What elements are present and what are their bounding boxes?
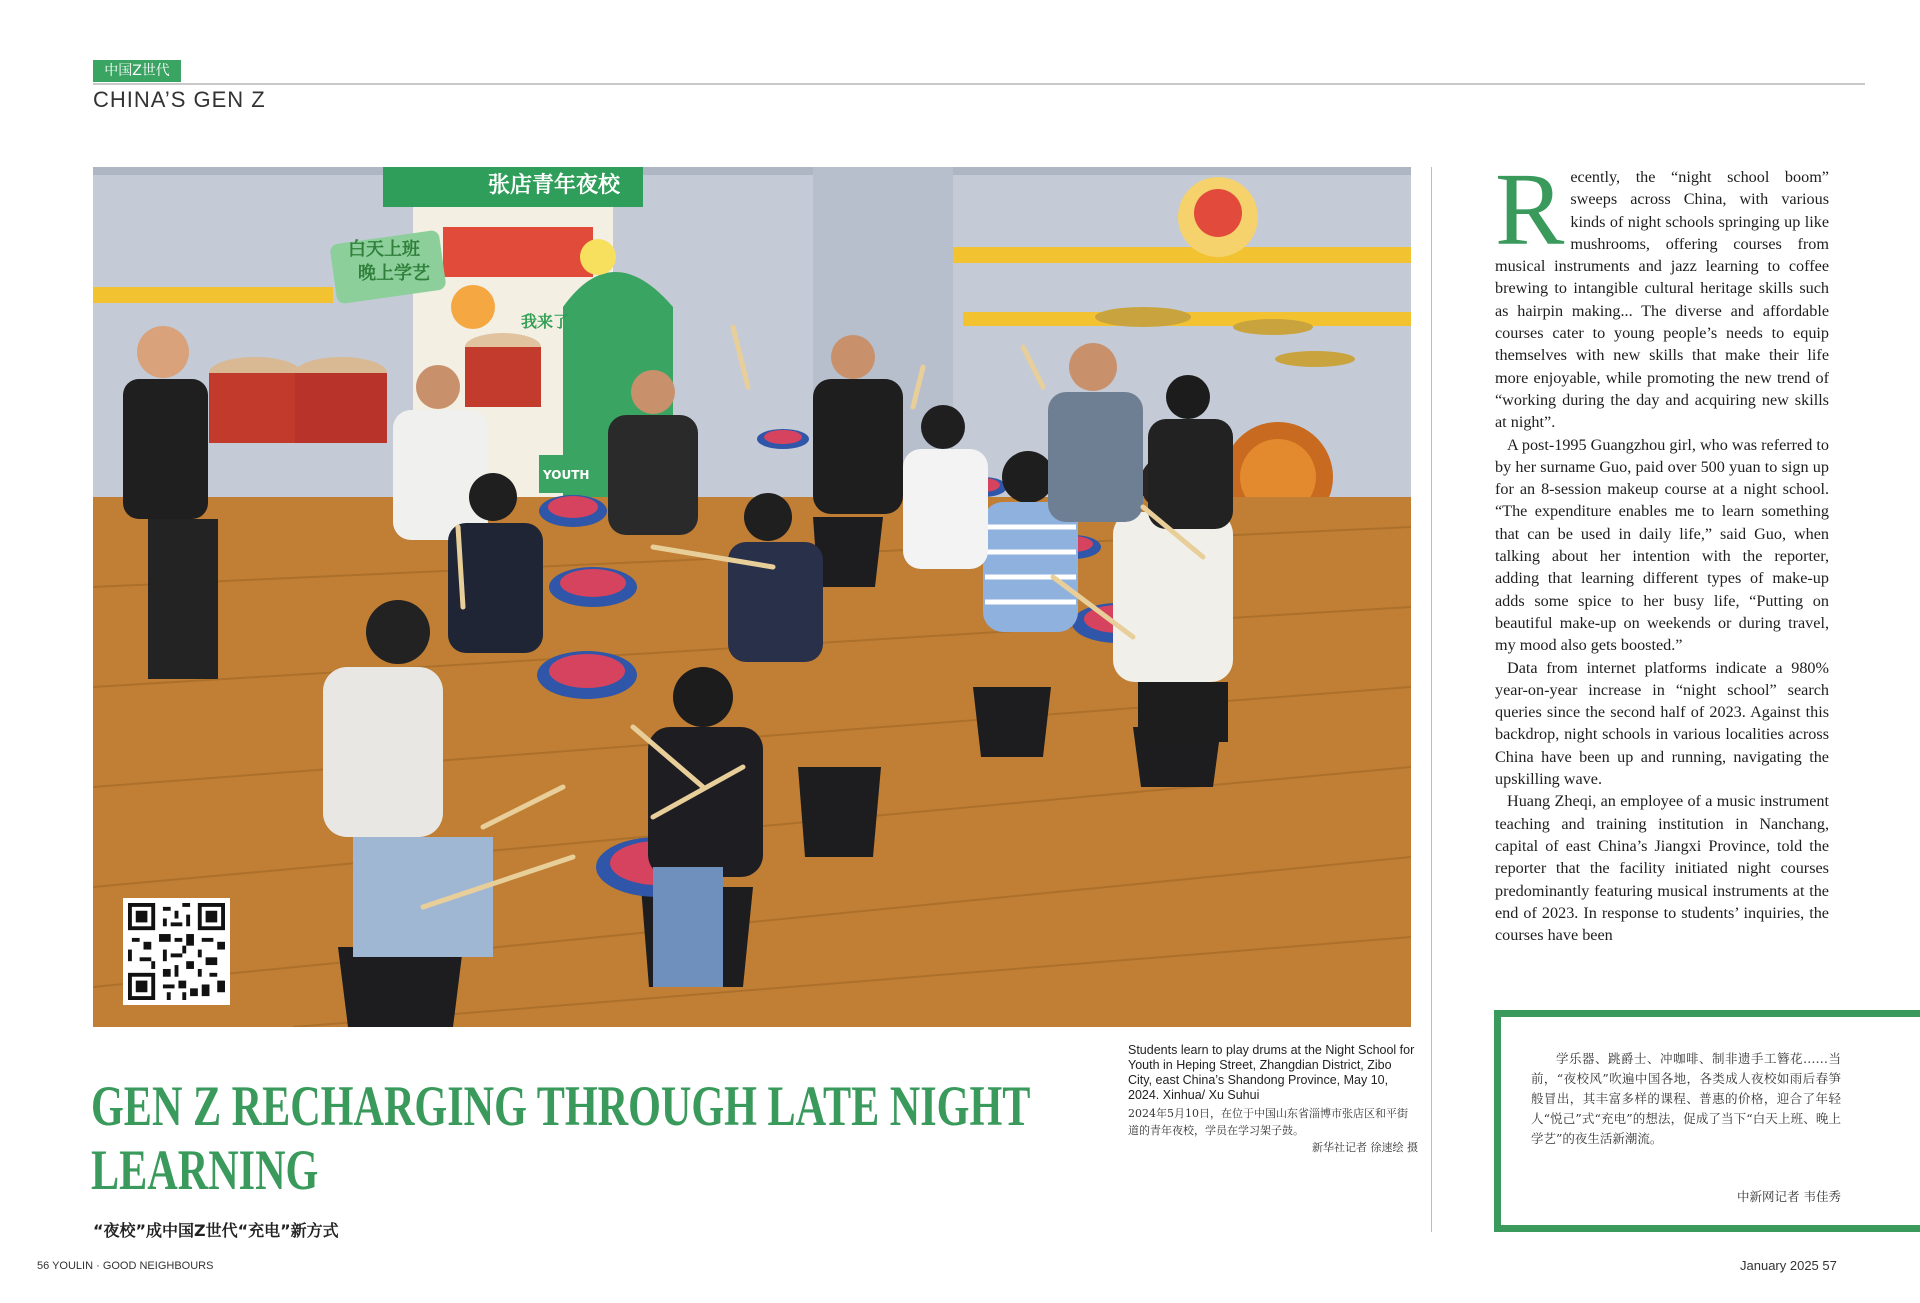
photo-caption-cn: 2024年5月10日，在位于中国山东省淄博市张店区和平街道的青年夜校，学员在学习架子鼓。 [1128,1107,1408,1137]
sign-slogan-1: 白天上班 [348,239,420,260]
qr-code-icon [128,903,225,1000]
chinese-summary-credit: 中新网记者 韦佳秀 [1737,1189,1841,1204]
photo-credit: 新华社记者 徐速绘 摄 [1312,1141,1418,1154]
chinese-subheadline: “夜校”成中国Z世代“充电”新方式 [93,1221,339,1240]
drum-class-illustration [93,167,1411,1027]
article-body [1495,166,1829,946]
paragraph-1-text: ecently, the “night school boom” sweeps across China, with various kinds of night schools springing up like mushrooms, offering courses from musical instruments and jazz learning to coffee brewing to intangible cultural heritage skills such as hairpin making... The diverse and affordable courses cater to young people’s needs to equip themselves with new skills that make their life more enjoyable, while promoting the new trend of “working during the day and acquiring new skills at night”. [1495,168,1829,432]
headline-line-1: GEN Z RECHARGING THROUGH LATE NIGHT [91,1075,1031,1138]
sign-main-text: 张店青年夜校 [488,173,621,198]
paragraph-3: Data from internet platforms indicate a 980% year-on-year increase in “night school” search queries since the second half of 2023. Against this backdrop, night schools in various localities across China have been up and running, navigating the upskilling wave. [1495,658,1829,789]
section-title: CHINA’S GEN Z [93,87,266,112]
section-tag: 中国Z世代 [93,60,181,82]
headline-line-2: LEARNING [91,1139,319,1202]
sign-slogan-2: 晚上学艺 [358,263,430,284]
sign-badge: 我来了 [521,312,570,331]
paragraph-4: Huang Zheqi, an employee of a music instrument teaching and training institution in Nanchang, capital of east China’s Jiangxi Province, told the reporter that the facility initiated night courses predominantly featuring musical instruments at the end of 2023. In response to students’ inquiries, the courses have been [1495,792,1829,945]
paragraph-1 [1495,166,1829,434]
sign-youth: YOUTH [543,468,590,482]
chinese-summary-box [1494,1010,1920,1232]
qr-code[interactable] [123,898,230,1005]
article-photo [93,167,1411,1027]
photo-caption-en: Students learn to play drums at the Night School for Youth in Heping Street, Zhangdian District, Zibo City, east China’s Shandong Province, May 10, 2024. Xinhua/ Xu Suhui [1128,1043,1415,1102]
paragraph-2: A post-1995 Guangzhou girl, who was referred to by her surname Guo, paid over 500 yuan to sign up for an 8-session makeup course at a night school. “The expenditure enables me to learn something that can be used in daily life,” said Guo, when talking about her intention with the reporter, adding that learning different types of make-up adds some spice to her busy life, “Putting on beautiful make-up on weekends or during travel, my mood also gets boosted.” [1495,435,1829,655]
header-divider [93,83,1865,85]
footer-left-page-info: 56 YOULIN · GOOD NEIGHBOURS [37,1260,214,1272]
footer-right-page-info: January 2025 57 [1740,1258,1837,1273]
article-headline [91,1075,1031,1203]
drop-cap: R [1495,166,1565,267]
column-divider [1431,167,1432,1232]
chinese-summary-text: 学乐器、跳爵士、冲咖啡、制非遗手工簪花……当前，“夜校风”吹遍中国各地，各类成人夜校如雨后春笋般冒出，其丰富多样的课程、普惠的价格，迎合了年轻人“悦己”式“充电”的想法，促成了当下“白天上班、晚上学艺”的夜生活新潮流。 [1531,1051,1841,1146]
